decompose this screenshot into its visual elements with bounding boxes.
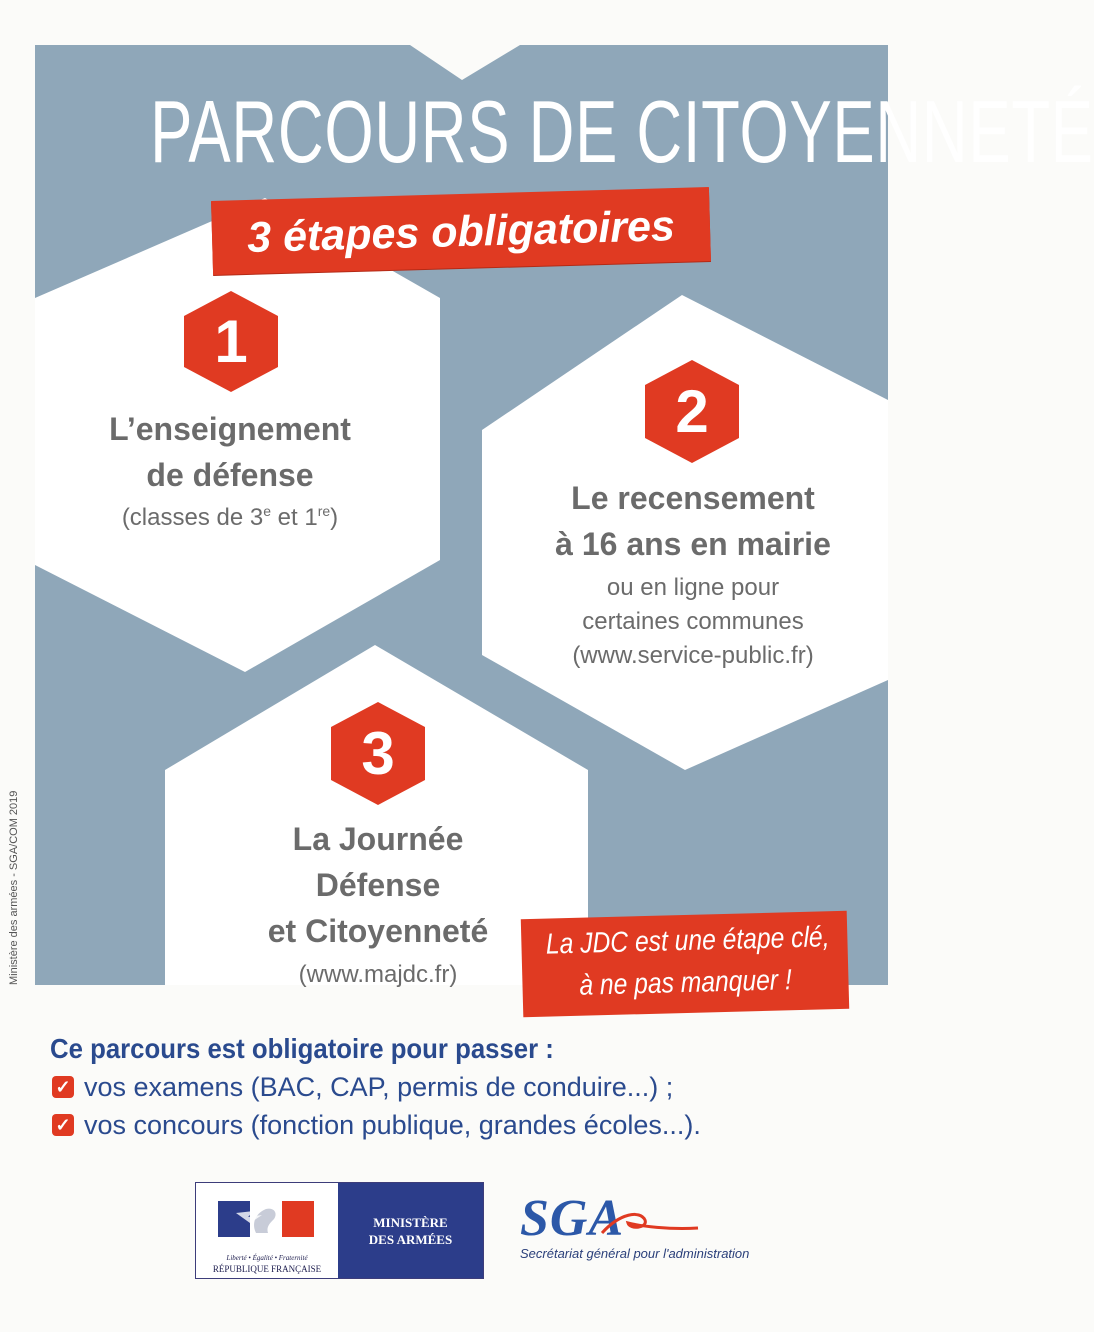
side-credit: Ministère des armées - SGA/COM 2019 xyxy=(8,790,20,985)
step-3-detail: (www.majdc.fr) xyxy=(298,961,458,988)
jdc-callout-line1: La JDC est une étape clé, xyxy=(545,921,830,961)
republique-francaise-block xyxy=(196,1183,338,1278)
step-1-detail-post: ) xyxy=(330,504,339,531)
sga-subtitle: Secrétariat général pour l'administration xyxy=(520,1246,750,1261)
step-2-detail-line2: certaines communes xyxy=(582,608,804,635)
step-3-heading-line1: La Journée xyxy=(292,821,464,857)
step-1-heading-line2: de défense xyxy=(146,457,314,493)
marianne-icon xyxy=(196,1183,338,1253)
jdc-callout-line2: à ne pas manquer ! xyxy=(578,964,793,1002)
ministere-line1: MINISTÈRE xyxy=(373,1214,448,1230)
ministere-line2: DES ARMÉES xyxy=(368,1231,453,1247)
step-2-detail-line1: ou en ligne pour xyxy=(606,574,780,601)
jdc-callout-text xyxy=(545,916,830,1007)
step-2-heading-line1: Le recensement xyxy=(571,480,815,516)
step-1-number: 1 xyxy=(214,308,248,375)
condition-item-1-text: vos examens (BAC, CAP, permis de conduire...) ; xyxy=(84,1072,674,1102)
step-3-heading-line3: et Citoyenneté xyxy=(267,913,489,949)
step-3-heading-line2: Défense xyxy=(315,867,441,903)
page-title: PARCOURS DE CITOYENNETÉ xyxy=(150,82,1094,181)
step-2-heading-line2: à 16 ans en mairie xyxy=(555,526,831,562)
rf-motto: Liberté • Égalité • Fraternité xyxy=(226,1254,308,1262)
rf-name: RÉPUBLIQUE FRANÇAISE xyxy=(212,1264,322,1274)
step-1-heading-line1: L’enseignement xyxy=(109,411,351,447)
step-1-detail-mid: et 1 xyxy=(271,504,318,531)
step-1-detail-sup1: e xyxy=(263,503,272,519)
ministere-name-block xyxy=(338,1183,483,1278)
step-1-detail-pre: (classes de 3 xyxy=(121,504,264,531)
ministere-logo xyxy=(195,1182,484,1279)
condition-item-2 xyxy=(52,1106,701,1144)
checkbox-icon: ✓ xyxy=(52,1114,74,1136)
rf-text xyxy=(196,1253,338,1275)
sga-logo-text: SGA xyxy=(520,1190,625,1247)
condition-item-2-text: vos concours (fonction publique, grandes écoles...). xyxy=(84,1110,701,1140)
step-2-detail-line3: (www.service-public.fr) xyxy=(572,642,814,669)
condition-item-1 xyxy=(52,1068,673,1106)
conditions-title: Ce parcours est obligatoire pour passer : xyxy=(50,1033,554,1064)
step-1-detail-sup2: re xyxy=(317,503,331,519)
step-3-number: 3 xyxy=(361,720,395,787)
step-2-number: 2 xyxy=(675,378,709,445)
sga-swoosh-icon xyxy=(600,1208,700,1238)
banner-text: 3 étapes obligatoires xyxy=(246,202,676,262)
checkbox-icon: ✓ xyxy=(52,1076,74,1098)
step-1-detail xyxy=(60,494,400,535)
